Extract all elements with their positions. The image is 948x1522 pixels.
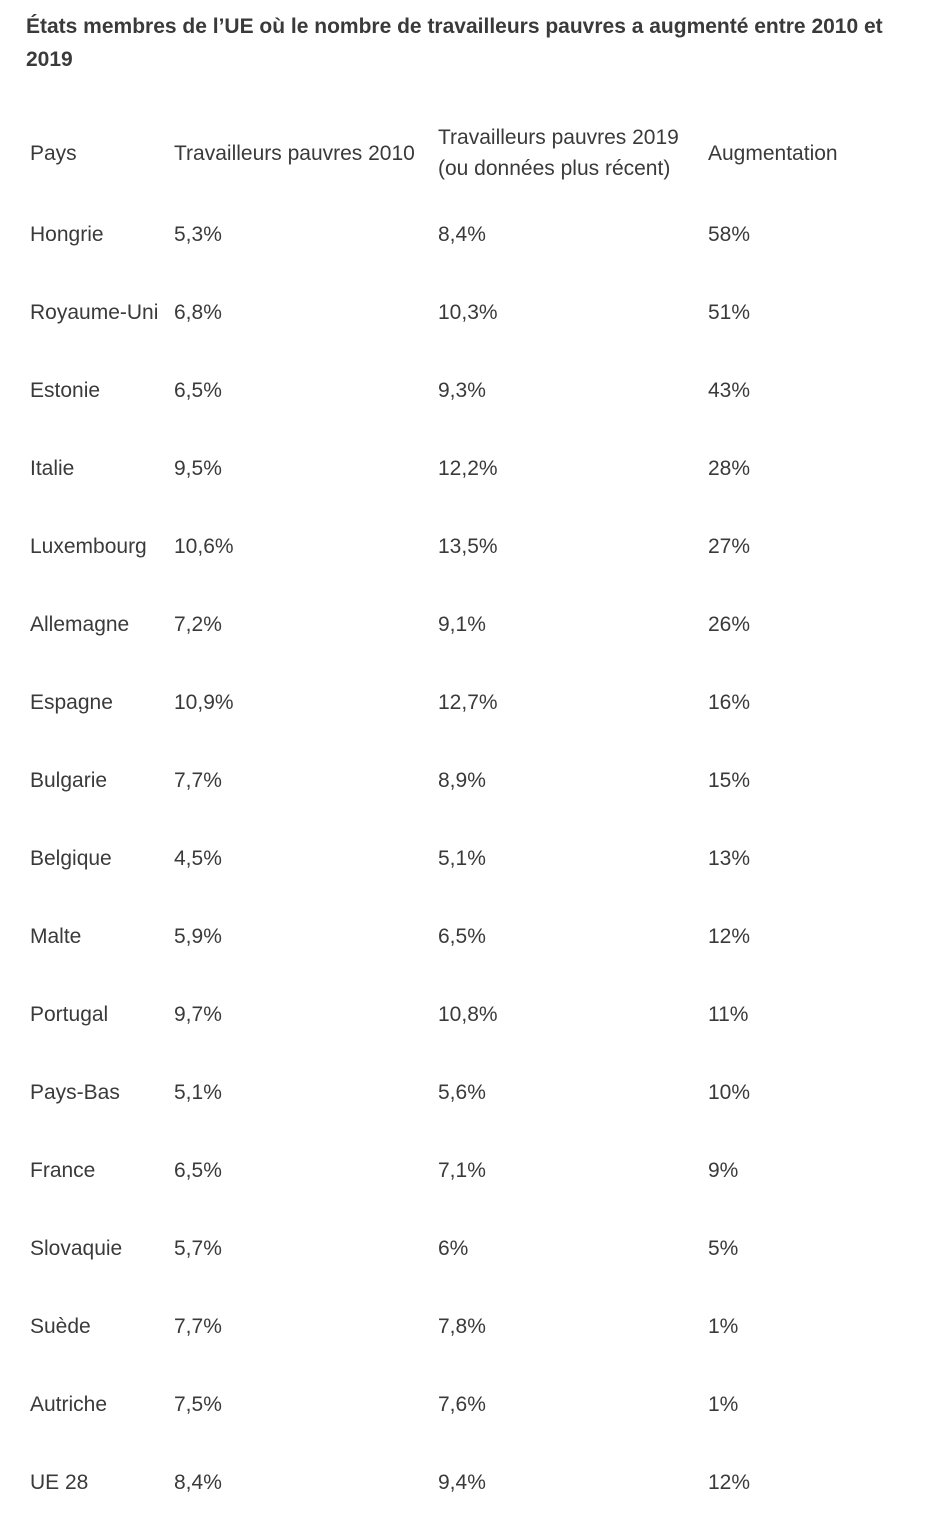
table-row	[26, 430, 926, 508]
cell-2019: 10,3%	[438, 301, 498, 324]
cell-increase: 5%	[708, 1237, 739, 1260]
cell-country: Autriche	[30, 1393, 108, 1416]
table-row	[26, 820, 926, 898]
table-row	[26, 1210, 926, 1288]
column-header-label: Travailleurs pauvres 2010	[174, 141, 415, 165]
data-table	[26, 110, 926, 1522]
column-header-note: (ou données plus récent)	[438, 157, 671, 180]
table-row	[26, 1444, 926, 1522]
cell-increase: 27%	[708, 535, 751, 558]
cell-country: Slovaquie	[30, 1237, 123, 1260]
table-row	[26, 352, 926, 430]
cell-2019: 5,6%	[438, 1081, 486, 1104]
table-body	[26, 196, 926, 1522]
table-row	[26, 1288, 926, 1366]
cell-country: Royaume-Uni	[30, 301, 159, 324]
cell-2010: 9,5%	[174, 457, 222, 480]
column-header-label: Pays	[30, 141, 77, 165]
cell-2010: 5,1%	[174, 1081, 222, 1104]
cell-2010: 7,5%	[174, 1393, 222, 1416]
cell-2010: 6,5%	[174, 379, 222, 402]
cell-country: Suède	[30, 1315, 91, 1338]
cell-2010: 5,3%	[174, 223, 222, 246]
cell-country: Pays-Bas	[30, 1081, 120, 1104]
table-row	[26, 1054, 926, 1132]
column-header-label: Augmentation	[708, 141, 838, 165]
cell-country: Malte	[30, 925, 82, 948]
cell-increase: 12%	[708, 925, 751, 948]
cell-increase: 28%	[708, 457, 751, 480]
cell-2019: 7,6%	[438, 1393, 486, 1416]
cell-2019: 6%	[438, 1237, 469, 1260]
column-header-increase	[704, 110, 926, 196]
table-row	[26, 976, 926, 1054]
cell-increase: 12%	[708, 1471, 751, 1494]
cell-2010: 5,9%	[174, 925, 222, 948]
cell-country: Hongrie	[30, 223, 104, 246]
cell-2019: 5,1%	[438, 847, 486, 870]
cell-increase: 11%	[708, 1003, 749, 1026]
table-row	[26, 1366, 926, 1444]
cell-increase: 58%	[708, 223, 751, 246]
page-title: États membres de l’UE où le nombre de travailleurs pauvres a augmenté entre 2010 et 2019	[26, 15, 883, 71]
cell-2010: 8,4%	[174, 1471, 222, 1494]
cell-increase: 1%	[708, 1393, 739, 1416]
column-header-label: Travailleurs pauvres 2019	[438, 126, 679, 149]
table-row	[26, 196, 926, 274]
cell-increase: 13%	[708, 847, 751, 870]
cell-increase: 1%	[708, 1315, 739, 1338]
cell-country: France	[30, 1159, 96, 1182]
cell-2019: 12,2%	[438, 457, 498, 480]
cell-2010: 4,5%	[174, 847, 222, 870]
table-row	[26, 664, 926, 742]
cell-2010: 5,7%	[174, 1237, 222, 1260]
cell-2019: 8,9%	[438, 769, 486, 792]
cell-2019: 10,8%	[438, 1003, 498, 1026]
cell-country: UE 28	[30, 1471, 89, 1494]
cell-2010: 6,5%	[174, 1159, 222, 1182]
cell-country: Allemagne	[30, 613, 130, 636]
table-row	[26, 508, 926, 586]
cell-country: Italie	[30, 457, 75, 480]
cell-2010: 10,9%	[174, 691, 234, 714]
table-header-row	[26, 110, 926, 196]
cell-increase: 15%	[708, 769, 751, 792]
cell-2010: 7,2%	[174, 613, 222, 636]
cell-2019: 9,3%	[438, 379, 486, 402]
cell-2019: 13,5%	[438, 535, 498, 558]
table-row	[26, 742, 926, 820]
table-row	[26, 898, 926, 976]
cell-country: Estonie	[30, 379, 101, 402]
column-header-2019	[434, 110, 704, 196]
cell-2019: 9,1%	[438, 613, 486, 636]
cell-2019: 6,5%	[438, 925, 486, 948]
table-row	[26, 274, 926, 352]
cell-country: Portugal	[30, 1003, 109, 1026]
cell-increase: 26%	[708, 613, 751, 636]
cell-increase: 43%	[708, 379, 751, 402]
cell-increase: 51%	[708, 301, 751, 324]
cell-increase: 16%	[708, 691, 751, 714]
table-row	[26, 586, 926, 664]
column-header-country	[26, 110, 170, 196]
cell-2010: 10,6%	[174, 535, 234, 558]
cell-increase: 10%	[708, 1081, 751, 1104]
cell-2010: 7,7%	[174, 1315, 222, 1338]
column-header-2010	[170, 110, 434, 196]
cell-country: Espagne	[30, 691, 113, 714]
cell-2019: 7,1%	[438, 1159, 486, 1182]
cell-2010: 6,8%	[174, 301, 222, 324]
cell-country: Belgique	[30, 847, 112, 870]
cell-2010: 9,7%	[174, 1003, 222, 1026]
cell-2019: 9,4%	[438, 1471, 486, 1494]
cell-2019: 12,7%	[438, 691, 498, 714]
cell-increase: 9%	[708, 1159, 739, 1182]
table-row	[26, 1132, 926, 1210]
cell-2010: 7,7%	[174, 769, 222, 792]
cell-country: Luxembourg	[30, 535, 147, 558]
cell-2019: 8,4%	[438, 223, 486, 246]
cell-country: Bulgarie	[30, 769, 108, 792]
cell-2019: 7,8%	[438, 1315, 486, 1338]
